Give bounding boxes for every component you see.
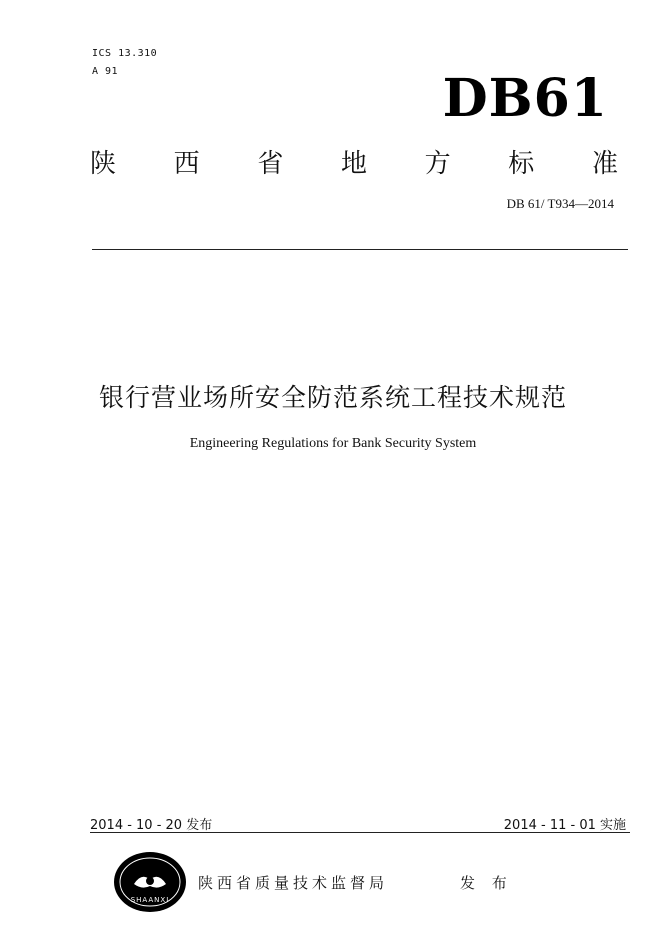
standard-number: DB 61/ T934—2014 xyxy=(506,196,614,211)
issue-label: 发 布 xyxy=(460,874,513,892)
implementation-date: 2014 - 11 - 01 实施 xyxy=(503,818,626,833)
document-title-english: Engineering Regulations for Bank Security System xyxy=(189,436,477,451)
title-char: 陕 xyxy=(90,149,117,179)
issuer-seal-icon xyxy=(112,850,188,914)
classification-code: A 91 xyxy=(92,66,119,77)
standard-type-title xyxy=(90,143,618,180)
title-char: 西 xyxy=(173,149,200,179)
title-char: 标 xyxy=(508,149,535,179)
title-char: 方 xyxy=(424,149,451,179)
title-char: 地 xyxy=(340,149,367,179)
title-char: 准 xyxy=(591,149,618,179)
document-title-chinese: 银行营业场所安全防范系统工程技术规范 xyxy=(98,383,567,412)
db61-logo: DB61 xyxy=(442,68,608,129)
seal-text: SHAANXI xyxy=(130,896,170,904)
title-char: 省 xyxy=(257,149,284,179)
top-divider xyxy=(92,249,628,250)
ics-code: ICS 13.310 xyxy=(92,48,158,59)
bottom-divider xyxy=(90,832,630,833)
issuing-authority: 陕西省质量技术监督局 xyxy=(198,874,389,892)
issue-date: 2014 - 10 - 20 发布 xyxy=(90,818,213,833)
